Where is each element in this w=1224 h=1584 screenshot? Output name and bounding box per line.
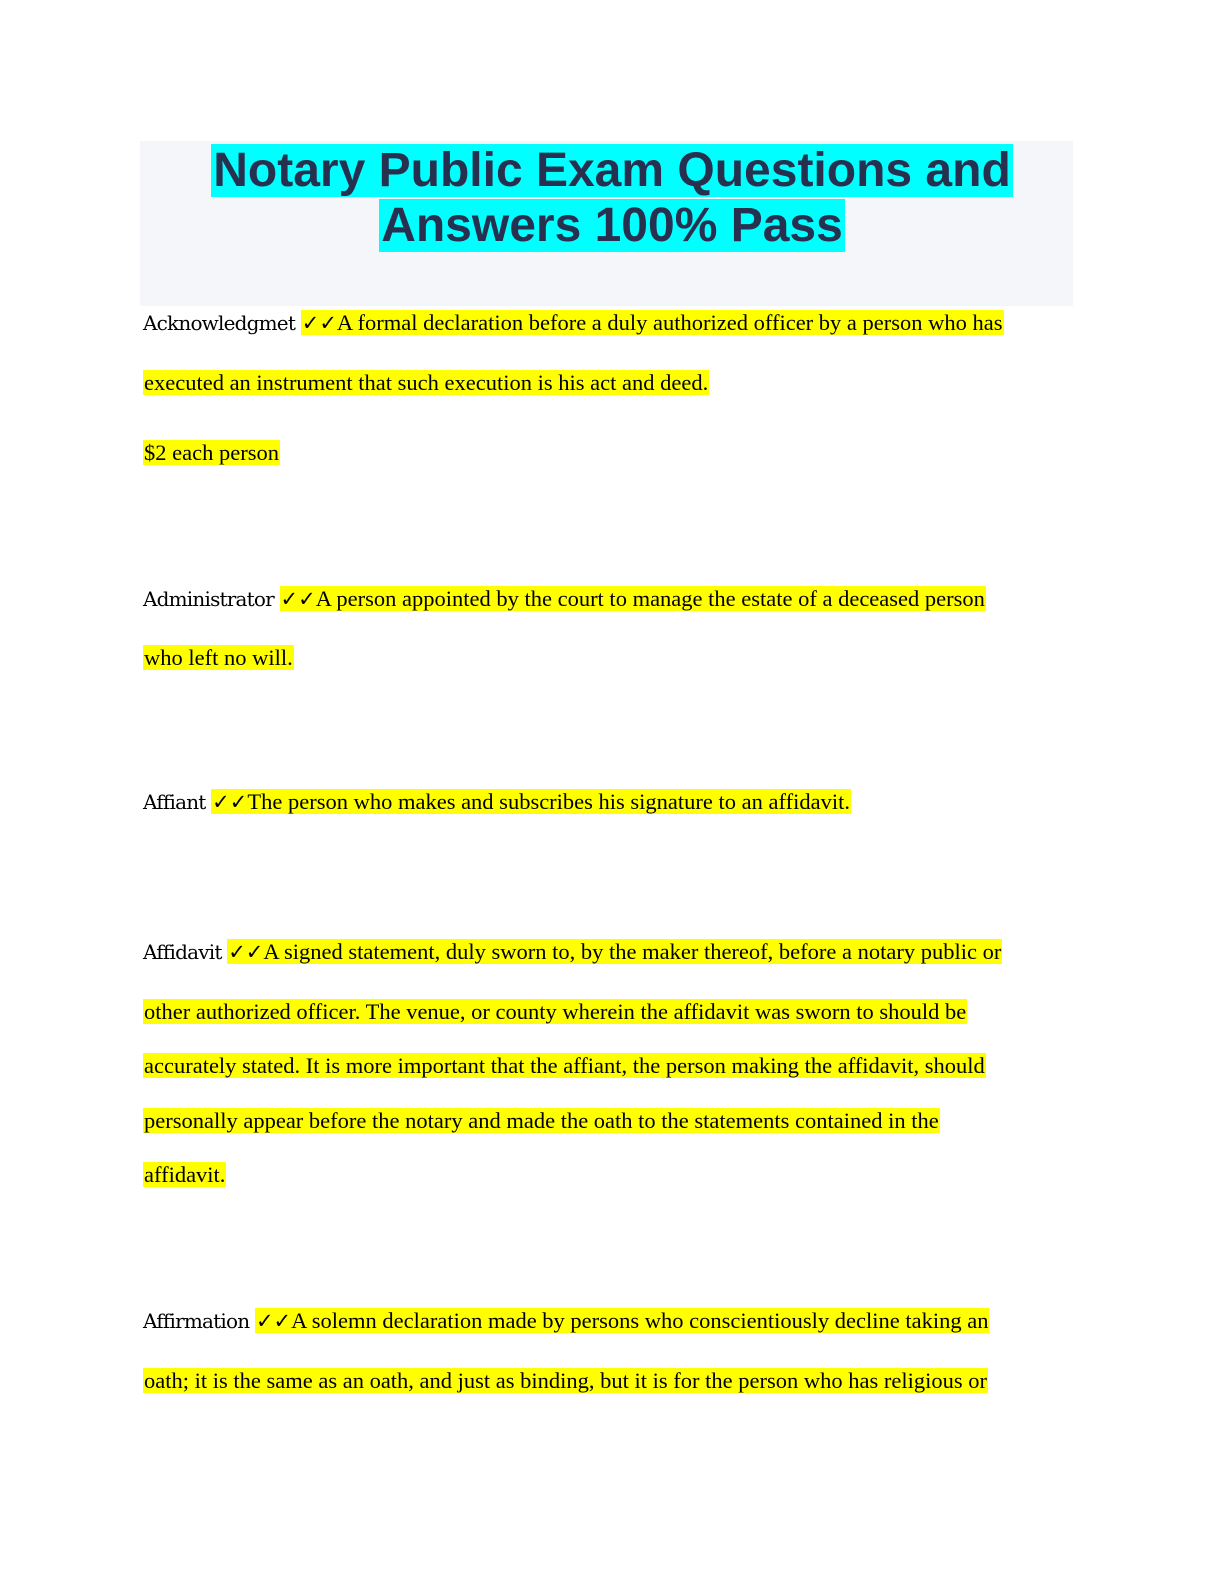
answer-line: A person appointed by the court to manage the estate of a deceased person [315, 586, 985, 611]
double-check-icon: ✓✓ [212, 790, 248, 814]
answer-line: $2 each person [144, 440, 279, 465]
term: Acknowledgmet [143, 311, 296, 335]
term: Affiant [143, 790, 206, 814]
answer-line: executed an instrument that such execution is his act and deed. [144, 370, 709, 395]
answer-line: personally appear before the notary and made the oath to the statements contained in the [144, 1108, 939, 1133]
term: Administrator [143, 587, 274, 611]
double-check-icon: ✓✓ [255, 1309, 292, 1333]
title-line-1: Notary Public Exam Questions and [213, 144, 1011, 197]
answer-line: other authorized officer. The venue, or county wherein the affidavit was sworn to should be [144, 999, 967, 1024]
answer-line: affidavit. [144, 1162, 226, 1187]
double-check-icon: ✓✓ [228, 940, 264, 964]
answer-line: accurately stated. It is more important that the affiant, the person making the affidavit, should [144, 1053, 985, 1078]
double-check-icon: ✓✓ [301, 311, 337, 335]
answer-line: A signed statement, duly sworn to, by the maker thereof, before a notary public or [263, 939, 1002, 964]
answer-line: who left no will. [144, 645, 293, 670]
double-check-icon: ✓✓ [280, 587, 316, 611]
answer-line: A solemn declaration made by persons who conscientiously decline taking an [291, 1308, 989, 1333]
answer-line: oath; it is the same as an oath, and just as binding, but it is for the person who has religious or [144, 1368, 987, 1393]
term: Affirmation [143, 1309, 250, 1333]
term: Affidavit [143, 940, 222, 964]
document-title [0, 143, 1224, 253]
title-line-2: Answers 100% Pass [381, 199, 843, 252]
answer-line: A formal declaration before a duly authorized officer by a person who has [336, 310, 1003, 335]
answer-line: The person who makes and subscribes his signature to an affidavit. [247, 789, 850, 814]
